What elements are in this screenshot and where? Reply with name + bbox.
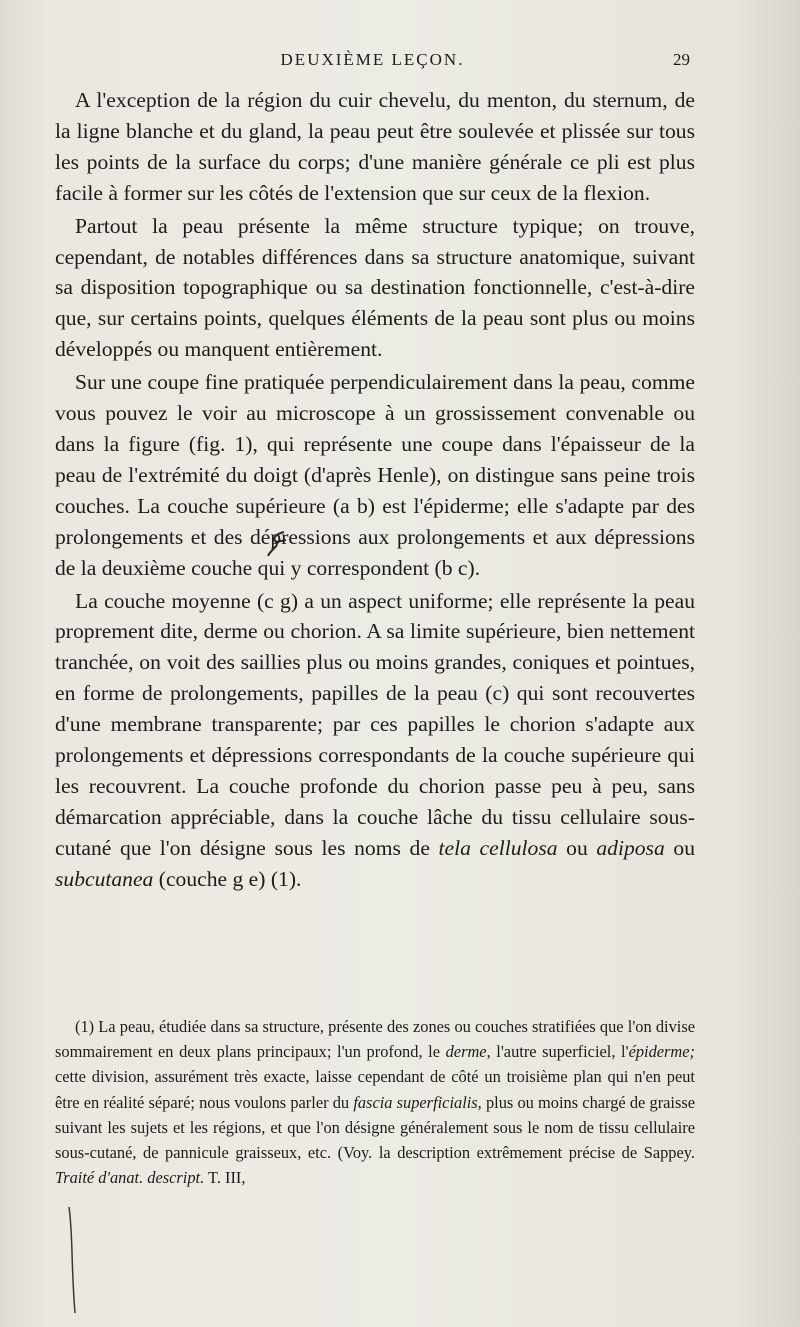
page-number: 29 [673,50,690,69]
footnote-text [55,1014,695,1190]
paragraph-2: Partout la peau présente la même structure typique; on trouve, cependant, de notables différences dans sa structure anatomique, suivant sa disposition topographique ou sa destination fonctionnelle, c'est-à-dire que, sur certains points, quelques éléments de la peau sont plus ou moins développés ou manquent entièrement. [55,213,695,362]
footnote-term-traite: Traité d'anat. descript. [55,1168,205,1188]
footnote-part: T. III, [204,1168,246,1188]
page-header [55,50,690,74]
footnote-term-fascia: fascia superficialis, [353,1092,482,1112]
handwritten-pen-mark [262,528,292,568]
footnote-part: , l'autre superficiel, l' [486,1042,629,1062]
paragraph-4 [55,586,695,895]
term-subcutanea: subcutanea [55,866,154,891]
term-adiposa: adiposa [596,835,665,860]
footnote-term-epiderme: épiderme; [628,1042,696,1062]
footnote-term-derme: derme [445,1042,487,1062]
body-text [55,85,695,897]
term-tela-cellulosa: tela cellulosa [438,835,558,860]
paragraph-4-text: La couche moyenne (c g) a un aspect uniforme; elle représente la peau proprement dite, derme ou chorion. A sa limite supérieure, bien nettement tranchée, on voit des saillies plus ou moins grandes, coniques et pointues, en forme de prolongements, papilles de la peau (c) qui sont recouvertes d'une membrane transparente; par ces papilles le chorion s'adapte aux prolongements et dépressions correspondants de la couche supérieure qui les recouvrent. La couche profonde du chorion passe peu à peu, sans démarcation appréciable, dans la couche lâche du tissu cellulaire sous-cutané que l'on désigne sous les noms de [55,588,695,860]
footnote-part: plus ou moins chargé de graisse suivant les sujets et les régions, et que l'on désigne généralement sous le nom de tissu cellulaire sous-cutané, de pannicule graisseux, etc. (Voy. la description extrêmement précise de Sappey. [55,1092,696,1163]
conjunction: ou [664,835,695,860]
paragraph-4-end: (couche g e) (1). [153,866,302,891]
running-title: DEUXIÈME LEÇON. [280,50,465,69]
margin-pencil-mark [65,1205,85,1315]
paragraph-3: Sur une coupe fine pratiquée perpendiculairement dans la peau, comme vous pouvez le voir au microscope à un grossissement convenable ou dans la figure (fig. 1), qui représente une coupe dans l'épaisseur de la peau de l'extrémité du doigt (d'après Henle), on distingue sans peine trois couches. La couche supérieure (a b) est l'épiderme; elle s'adapte par des prolongements et des dépressions aux prolongements et aux dépressions de la deuxième couche qui y correspondent (b c). [55,370,695,580]
footnote [55,1014,695,1190]
paragraph-1: A l'exception de la région du cuir chevelu, du menton, du sternum, de la ligne blanche et du gland, la peau peut être soulevée et plissée sur tous les points de la surface du corps; d'une manière générale ce pli est plus facile à former sur les côtés de l'extension que sur ceux de la flexion. [55,88,695,205]
footnote-part: cette division, assurément très exacte, laisse cependant de côté un troisième plan qui n'en peut être en réalité séparé; nous voulons parler du [55,1067,695,1112]
conjunction: ou [557,835,597,860]
footnote-part: (1) La peau, étudiée dans sa structure, présente des zones ou couches stratifiées que l'on divise sommairement en deux plans principaux; l'un profond, le [55,1017,695,1062]
